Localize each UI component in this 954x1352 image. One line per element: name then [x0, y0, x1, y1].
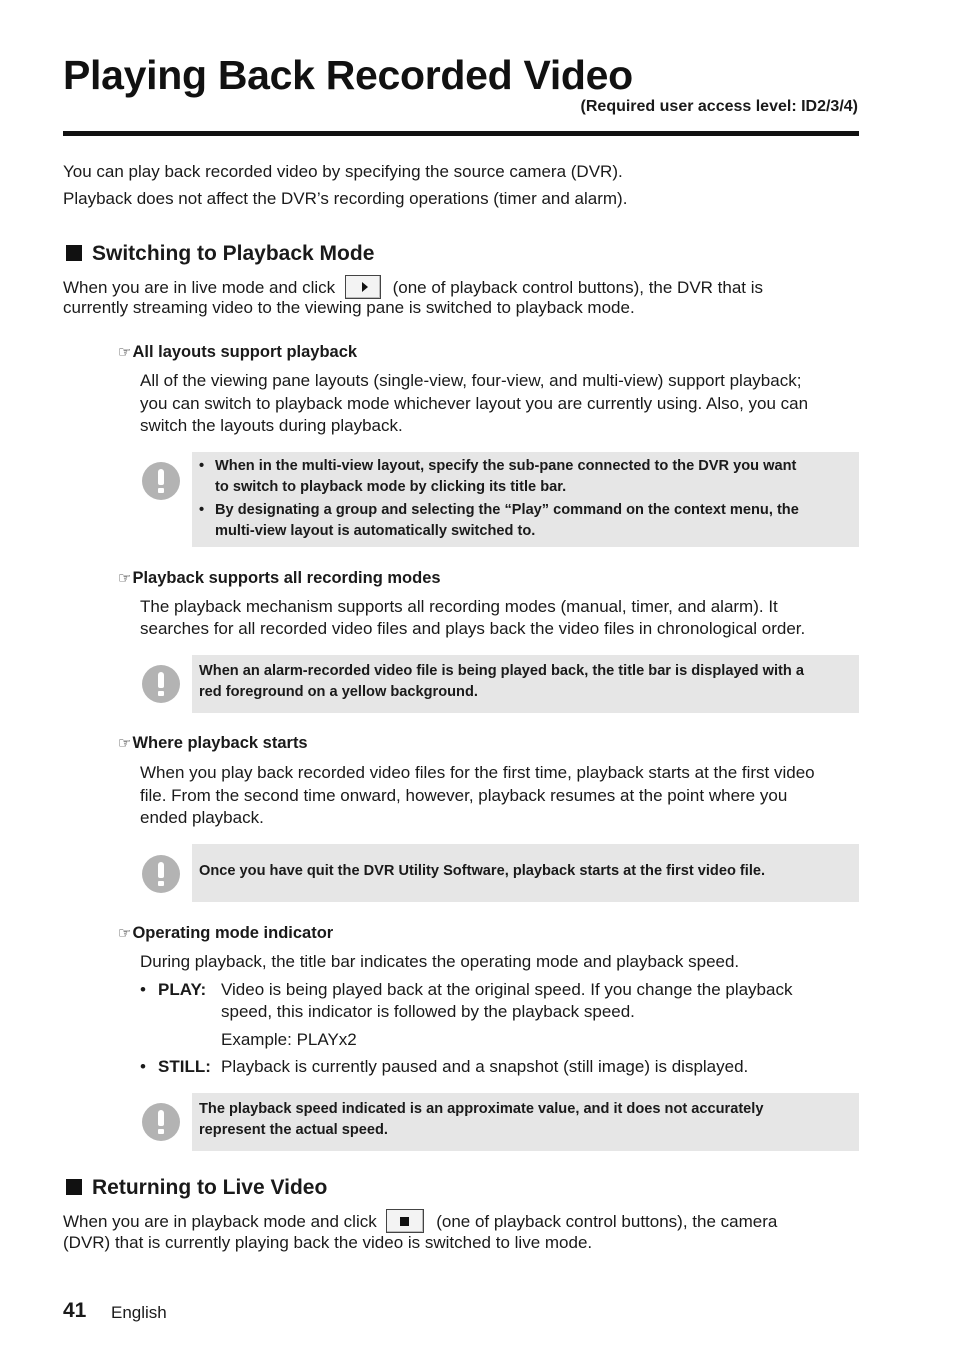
section1-text-after-button: (one of playback control buttons), the DVR that is: [392, 278, 764, 297]
pointing-hand-icon: ☞: [118, 570, 132, 587]
caution-icon: [142, 855, 180, 893]
topic3-line-3: ended playback.: [140, 808, 264, 827]
section1-text-before-button: When you are in live mode and click: [63, 278, 336, 297]
note-line: When in the multi-view layout, specify the sub-pane connected to the DVR you want: [215, 458, 797, 474]
note-line: to switch to playback mode by clicking its title bar.: [215, 479, 567, 495]
note-line: By designating a group and selecting the “Play” command on the context menu, the: [215, 502, 799, 518]
play-label: PLAY:: [158, 980, 207, 999]
section2-line-2: (DVR) that is currently playing back the video is switched to live mode.: [63, 1233, 593, 1252]
topic3-line-1: When you play back recorded video files for the first time, playback starts at the first video: [140, 763, 815, 782]
topic1-line-2: you can switch to playback mode whichever layout you are currently using. Also, you can: [140, 394, 809, 413]
play-line-2: speed, this indicator is followed by the playback speed.: [221, 1002, 635, 1021]
caution-icon: [142, 665, 180, 703]
topic1-line-3: switch the layouts during playback.: [140, 416, 403, 435]
caution-icon: [142, 462, 180, 500]
topic4-line-1: During playback, the title bar indicates the operating mode and playback speed.: [140, 952, 740, 971]
section1-line-1: [63, 275, 763, 300]
topic2-line-2: searches for all recorded video files and plays back the video files in chronological order.: [140, 619, 806, 638]
caution-note-box: [192, 844, 859, 902]
caution-note-list: [192, 456, 859, 542]
topic-heading-text: Where playback starts: [132, 734, 308, 752]
section-heading-playback-mode: [66, 242, 374, 266]
pointing-hand-icon: ☞: [118, 735, 132, 752]
note-line: represent the actual speed.: [199, 1122, 388, 1138]
play-example: Example: PLAYx2: [221, 1030, 357, 1049]
section1-line-2: currently streaming video to the viewing pane is switched to playback mode.: [63, 298, 635, 317]
caution-icon: [142, 1103, 180, 1141]
stop-square-icon: [400, 1217, 409, 1226]
topic-heading-layouts: [118, 343, 357, 362]
topic1-line-1: All of the viewing pane layouts (single-view, four-view, and multi-view) support playback;: [140, 371, 802, 390]
topic-heading-text: Operating mode indicator: [132, 924, 334, 942]
access-level-note: (Required user access level: ID2/3/4): [580, 98, 858, 115]
section2-text-after-button: (one of playback control buttons), the camera: [436, 1212, 778, 1231]
topic-heading-recording-modes: [118, 569, 441, 588]
footer-language: English: [111, 1303, 167, 1322]
section2-text-before-button: When you are in playback mode and click: [63, 1212, 377, 1231]
pointing-hand-icon: ☞: [118, 344, 132, 361]
still-label: STILL:: [158, 1057, 211, 1076]
section-heading-text: Returning to Live Video: [92, 1176, 328, 1199]
caution-note-box: [192, 452, 859, 547]
topic3-line-2: file. From the second time onward, however, playback resumes at the point where you: [140, 786, 788, 805]
play-button-icon: [345, 275, 381, 299]
page-title: Playing Back Recorded Video: [63, 52, 633, 98]
play-bullet-marker: •: [140, 980, 146, 999]
still-bullet-marker: •: [140, 1057, 146, 1076]
note-bullet-item: • By designating a group and selecting the “Play” command on the context menu, the multi-view layout is automatically switched to.: [192, 500, 859, 542]
intro-line-1: You can play back recorded video by specifying the source camera (DVR).: [63, 162, 623, 181]
stop-button-icon: [386, 1209, 424, 1233]
topic-heading-text: All layouts support playback: [132, 343, 358, 361]
note-line: The playback speed indicated is an approximate value, and it does not accurately: [199, 1101, 764, 1117]
section-square-icon: [66, 1179, 82, 1195]
note-bullet-item: • When in the multi-view layout, specify the sub-pane connected to the DVR you want to switch to playback mode by clicking its title bar.: [192, 456, 859, 498]
topic-heading-playback-starts: [118, 734, 308, 753]
section-heading-live-video: [66, 1176, 327, 1200]
caution-note-box: [192, 1093, 859, 1151]
topic-heading-text: Playback supports all recording modes: [132, 569, 441, 587]
intro-line-2: Playback does not affect the DVR’s recording operations (timer and alarm).: [63, 189, 628, 208]
topic-heading-operating-mode: [118, 924, 333, 943]
section-heading-text: Switching to Playback Mode: [92, 242, 375, 265]
play-line-1: Video is being played back at the original speed. If you change the playback: [221, 980, 793, 999]
note-line: When an alarm-recorded video file is being played back, the title bar is displayed with a: [199, 663, 804, 679]
note-line: multi-view layout is automatically switched to.: [215, 523, 536, 539]
topic2-line-1: The playback mechanism supports all recording modes (manual, timer, and alarm). It: [140, 597, 778, 616]
section2-line-1: [63, 1209, 777, 1234]
note-line: red foreground on a yellow background.: [199, 684, 478, 700]
section-square-icon: [66, 245, 82, 261]
title-divider: [63, 131, 859, 136]
note-line: Once you have quit the DVR Utility Software, playback starts at the first video file.: [199, 863, 766, 879]
still-text: Playback is currently paused and a snapshot (still image) is displayed.: [221, 1057, 749, 1076]
caution-note-box: [192, 655, 859, 713]
play-triangle-icon: [362, 282, 368, 292]
pointing-hand-icon: ☞: [118, 925, 132, 942]
page-number: 41: [63, 1299, 87, 1322]
